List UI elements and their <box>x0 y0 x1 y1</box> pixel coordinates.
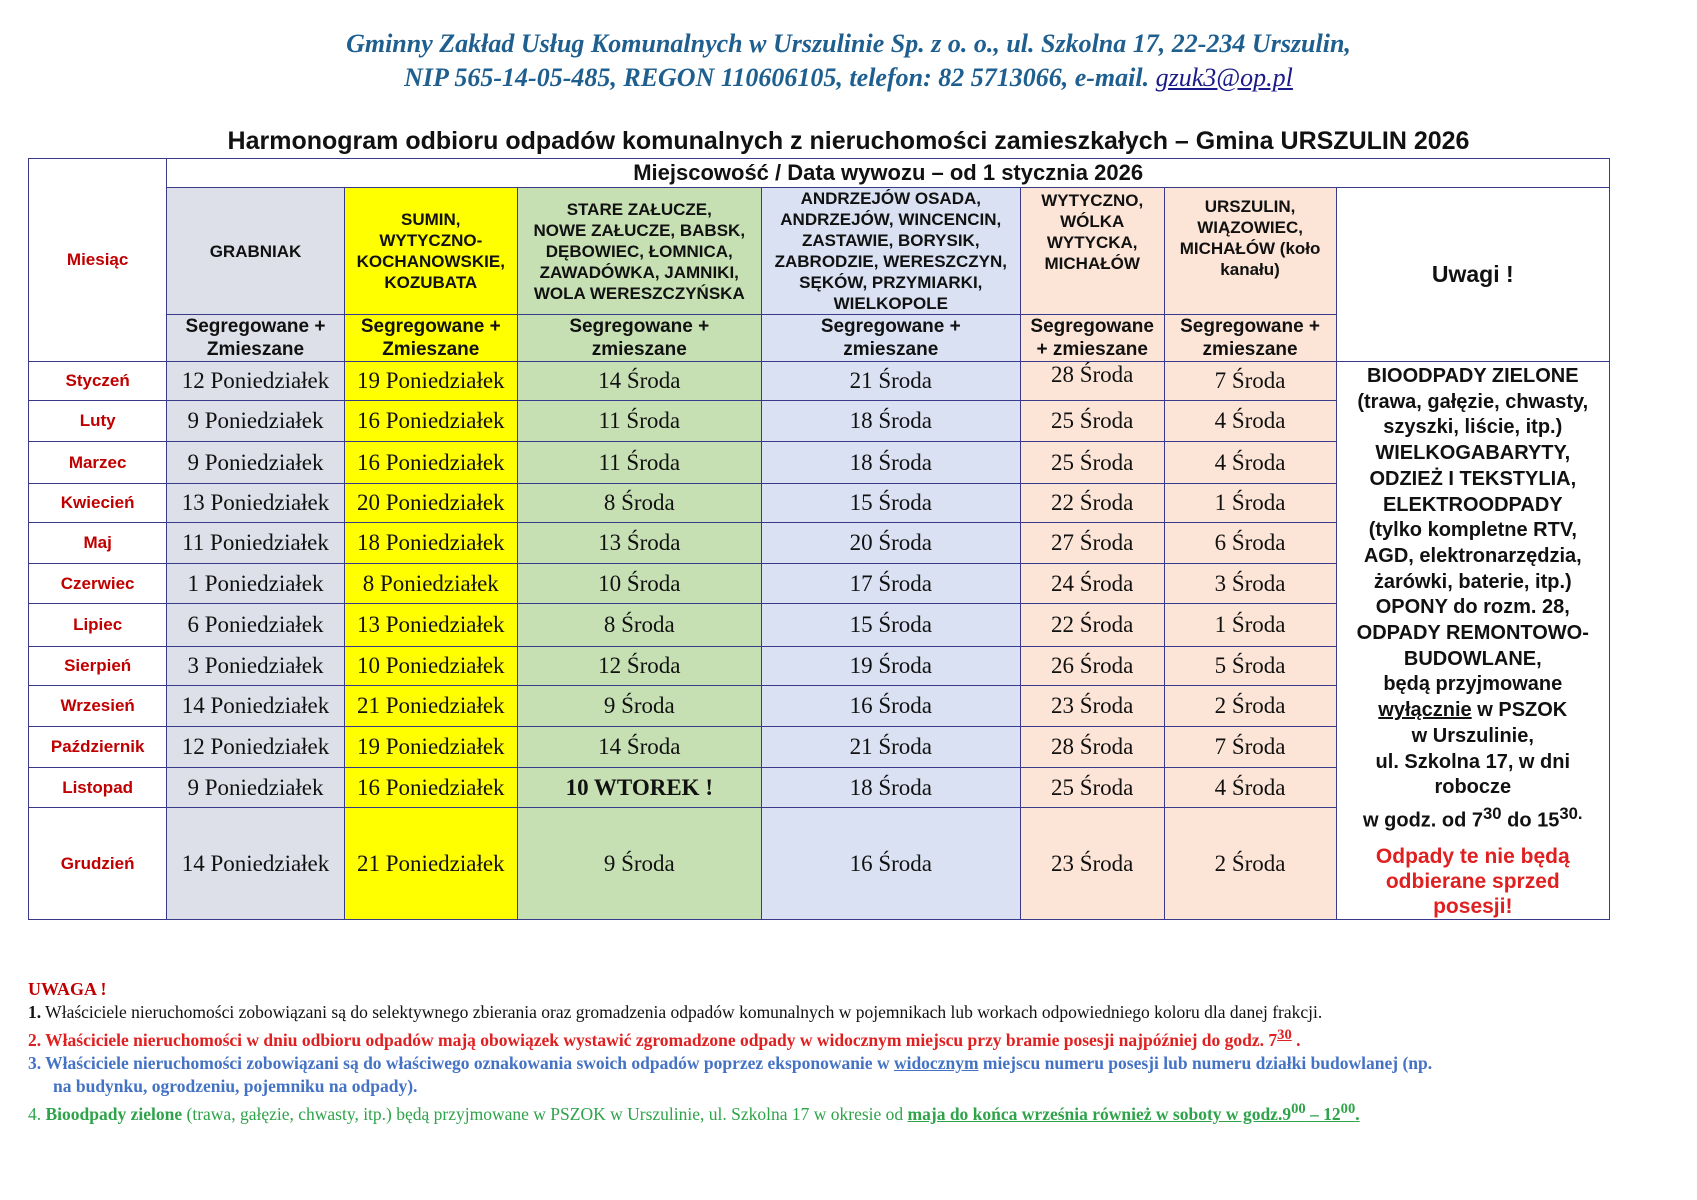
date-cell: 9 Środa <box>517 686 761 727</box>
date-cell: 13 Poniedziałek <box>167 484 344 523</box>
footer-note-3 <box>28 1052 1678 1075</box>
date-cell: 10 Środa <box>517 564 761 604</box>
location-line: WOLA WERESZCZYŃSKA <box>533 283 745 303</box>
notes-line: (trawa, gałęzie, chwasty, <box>1357 390 1589 413</box>
date-cell: 14 Poniedziałek <box>167 808 344 920</box>
month-label: Październik <box>29 727 167 768</box>
date-cell: 16 Środa <box>761 808 1020 920</box>
date-cell: 18 Środa <box>761 442 1020 484</box>
date-cell-exception: 10 WTOREK ! <box>517 768 761 808</box>
month-label: Kwiecień <box>29 484 167 523</box>
month-label: Lipiec <box>29 604 167 647</box>
date-cell: 22 Środa <box>1020 604 1164 647</box>
hours-sup: 30 <box>1483 803 1502 823</box>
date-cell: 2 Środa <box>1164 808 1336 920</box>
month-label: Grudzień <box>29 808 167 920</box>
location-line: KOZUBATA <box>384 273 478 292</box>
notes-line: WIELKOGABARYTY, <box>1375 442 1571 465</box>
date-cell: 14 Poniedziałek <box>167 686 344 727</box>
date-cell: 21 Poniedziałek <box>344 808 517 920</box>
date-cell: 21 Poniedziałek <box>344 686 517 727</box>
date-cell: 6 Poniedziałek <box>167 604 344 647</box>
date-cell: 16 Poniedziałek <box>344 768 517 808</box>
month-label: Marzec <box>29 442 167 484</box>
notes-line: ODZIEŻ I TEKSTYLIA, <box>1369 467 1577 490</box>
location-line: URSZULIN, <box>1204 197 1296 216</box>
location-line: WIĄZOWIEC, <box>1197 218 1303 237</box>
date-cell: 12 Poniedziałek <box>167 727 344 768</box>
notes-line: (tylko kompletne RTV, <box>1368 519 1577 542</box>
notes-line: szyszki, liście, itp.) <box>1383 416 1563 439</box>
notes-line: OPONY do rozm. 28, <box>1375 596 1570 619</box>
waste-type-header <box>344 315 517 362</box>
notes-text <box>1337 364 1609 834</box>
date-cell: 18 Środa <box>761 401 1020 442</box>
locations-row <box>29 188 1610 315</box>
notes-line: BIOODPADY ZIELONE <box>1367 365 1579 387</box>
note-sup: 00 <box>1291 1100 1306 1117</box>
waste-type-header <box>167 315 344 362</box>
note-text: 3. Właściciele nieruchomości zobowiązani są do właściwego oznakowania swoich odpadów poprzez eksponowanie w <box>28 1052 894 1073</box>
date-cell: 8 Środa <box>517 604 761 647</box>
date-cell: 13 Środa <box>517 523 761 564</box>
date-cell: 23 Środa <box>1020 808 1164 920</box>
date-cell: 20 Środa <box>761 523 1020 564</box>
note-text: (trawa, gałęzie, chwasty, itp.) będą przyjmowane w PSZOK w Urszulinie, ul. Szkolna 17 w okresie od <box>182 1103 908 1124</box>
location-line: KOCHANOWSKIE, <box>356 252 505 271</box>
email-link[interactable]: gzuk3@op.pl <box>1155 63 1293 92</box>
waste-type-line: Segregowane <box>1030 316 1154 337</box>
date-cell: 27 Środa <box>1020 523 1164 564</box>
date-cell: 9 Poniedziałek <box>167 442 344 484</box>
location-header <box>517 188 761 315</box>
note-sup: 30 <box>1277 1027 1292 1043</box>
waste-type-line: Zmieszane <box>206 339 305 360</box>
notes-line: robocze <box>1434 776 1512 799</box>
waste-type-line: Zmieszane <box>382 339 480 360</box>
notes-line: BUDOWLANE, <box>1403 647 1542 670</box>
date-cell: 8 Środa <box>517 484 761 523</box>
month-label: Czerwiec <box>29 564 167 604</box>
date-cell: 25 Środa <box>1020 768 1164 808</box>
month-label: Listopad <box>29 768 167 808</box>
location-line: MICHAŁÓW (koło <box>1179 239 1321 258</box>
footer-note-3-cont: na budynku, ogrodzeniu, pojemniku na odpady). <box>53 1075 418 1096</box>
date-cell: 16 Poniedziałek <box>344 401 517 442</box>
notes-line: w Urszulinie, <box>1411 724 1534 747</box>
date-cell: 18 Poniedziałek <box>344 523 517 564</box>
date-cell: 18 Środa <box>761 768 1020 808</box>
note-underlined-text: maja do końca września również w soboty w godz.9 <box>907 1103 1292 1124</box>
date-cell: 12 Środa <box>517 647 761 686</box>
notes-line: ODPADY REMONTOWO- <box>1356 622 1589 645</box>
date-cell: 25 Środa <box>1020 442 1164 484</box>
location-line: ZASTAWIE, BORYSIK, <box>802 231 980 250</box>
location-line: WIELKOPOLE <box>833 294 948 313</box>
notes-line: AGD, elektronarzędzia, <box>1363 544 1582 567</box>
waste-type-line: zmieszane <box>1202 339 1298 360</box>
date-cell: 5 Środa <box>1164 647 1336 686</box>
date-cell: 14 Środa <box>517 362 761 401</box>
notes-line: będą przyjmowane <box>1383 673 1563 696</box>
location-line: WYTYCKA, <box>1046 233 1138 252</box>
hours-prefix: w godz. od 7 <box>1363 809 1484 832</box>
date-cell: 9 Poniedziałek <box>167 768 344 808</box>
date-cell: 24 Środa <box>1020 564 1164 604</box>
location-line: WYTYCZNO- <box>379 231 483 250</box>
warning-line: Odpady te nie będą <box>1375 845 1570 869</box>
note-dash: – 12 <box>1305 1103 1341 1124</box>
date-cell: 8 Poniedziałek <box>344 564 517 604</box>
date-cell: 13 Poniedziałek <box>344 604 517 647</box>
date-cell: 4 Środa <box>1164 442 1336 484</box>
location-line: NOWE ZAŁUCZE, BABSK, <box>533 220 746 240</box>
date-cell: 1 Środa <box>1164 604 1336 647</box>
location-line: GRABNIAK <box>209 241 302 261</box>
location-line: STARE ZAŁUCZE, <box>566 199 712 219</box>
location-line: kanału) <box>1220 260 1280 279</box>
date-cell: 16 Poniedziałek <box>344 442 517 484</box>
notes-header: Uwagi ! <box>1336 188 1609 362</box>
waste-type-header <box>517 315 761 362</box>
note-underlined <box>907 1100 1360 1124</box>
date-cell: 14 Środa <box>517 727 761 768</box>
company-header-line1: Gminny Zakład Usług Komunalnych w Urszulinie Sp. z o. o., ul. Szkolna 17, 22-234 Urszulin, <box>346 29 1351 58</box>
date-cell: 15 Środa <box>761 484 1020 523</box>
date-cell: 28 Środa <box>1020 727 1164 768</box>
date-cell: 17 Środa <box>761 564 1020 604</box>
company-header-line2 <box>0 63 1697 93</box>
waste-type-line: Segregowane + <box>185 316 326 337</box>
exclusive-rest: w PSZOK <box>1471 699 1568 722</box>
date-cell: 11 Poniedziałek <box>167 523 344 564</box>
location-header <box>761 188 1020 315</box>
note-bold: Bioodpady zielone <box>45 1103 183 1124</box>
date-cell: 10 Poniedziałek <box>344 647 517 686</box>
location-line: WÓLKA <box>1060 212 1125 231</box>
footer-note-1 <box>28 1001 1678 1024</box>
footer-title: UWAGA ! <box>28 979 107 999</box>
location-line: WYTYCZNO, <box>1041 191 1144 210</box>
schedule-title: Harmonogram odbioru odpadów komunalnych z nieruchomości zamieszkałych – Gmina URSZULIN 2026 <box>227 127 1470 155</box>
date-cell: 7 Środa <box>1164 362 1336 401</box>
date-cell: 21 Środa <box>761 727 1020 768</box>
waste-type-header <box>1164 315 1336 362</box>
waste-type-line: Segregowane + <box>1180 316 1321 337</box>
date-cell: 19 Poniedziałek <box>344 362 517 401</box>
date-cell: 4 Środa <box>1164 768 1336 808</box>
location-line: SĘKÓW, PRZYMIARKI, <box>799 273 983 292</box>
company-contact: NIP 565-14-05-485, REGON 110606105, telefon: 82 5713066, e-mail. <box>404 63 1156 92</box>
date-cell: 6 Środa <box>1164 523 1336 564</box>
schedule-table <box>28 158 1610 920</box>
date-cell: 21 Środa <box>761 362 1020 401</box>
location-header <box>1020 188 1164 315</box>
waste-type-header <box>761 315 1020 362</box>
location-header <box>344 188 517 315</box>
notes-line: żarówki, baterie, itp.) <box>1373 570 1572 593</box>
waste-type-line: zmieszane <box>843 339 939 360</box>
date-cell: 3 Poniedziałek <box>167 647 344 686</box>
date-cell: 22 Środa <box>1020 484 1164 523</box>
date-cell: 1 Poniedziałek <box>167 564 344 604</box>
date-cell: 1 Środa <box>1164 484 1336 523</box>
notes-warning <box>1337 844 1609 919</box>
date-cell: 16 Środa <box>761 686 1020 727</box>
note-sup: 00 <box>1340 1100 1356 1117</box>
date-cell: 15 Środa <box>761 604 1020 647</box>
date-cell: 25 Środa <box>1020 401 1164 442</box>
location-date-header: Miejscowość / Data wywozu – od 1 stycznia 2026 <box>167 159 1610 188</box>
waste-type-header <box>1020 315 1164 362</box>
note-text: Właściciele nieruchomości zobowiązani są do selektywnego zbierania oraz gromadzenia odpadów komunalnych w pojemnikach lub workach odpowiedniego koloru dla danej frakcji. <box>41 1002 1323 1022</box>
date-cell: 2 Środa <box>1164 686 1336 727</box>
table-row <box>29 362 1610 401</box>
date-cell: 28 Środa <box>1020 362 1164 401</box>
warning-line: odbierane sprzed <box>1385 870 1560 894</box>
notes-hours <box>1337 801 1609 834</box>
month-label: Sierpień <box>29 647 167 686</box>
exclusive-word: wyłącznie <box>1378 699 1472 722</box>
location-line: MICHAŁÓW <box>1044 254 1140 273</box>
notes-line <box>1337 698 1609 724</box>
month-column-header: Miesiąc <box>29 159 167 362</box>
date-cell: 23 Środa <box>1020 686 1164 727</box>
month-label: Luty <box>29 401 167 442</box>
note-end: . <box>1355 1103 1360 1124</box>
date-cell: 11 Środa <box>517 401 761 442</box>
date-cell: 9 Poniedziałek <box>167 401 344 442</box>
footer-notes <box>28 978 1678 1126</box>
location-header <box>167 188 344 315</box>
date-cell: 19 Poniedziałek <box>344 727 517 768</box>
note-underlined: widocznym <box>893 1052 979 1073</box>
location-header <box>1164 188 1336 315</box>
waste-type-line: Segregowane + <box>820 316 961 337</box>
date-cell: 19 Środa <box>761 647 1020 686</box>
date-cell: 9 Środa <box>517 808 761 920</box>
waste-type-line: + zmieszane <box>1036 339 1148 360</box>
date-cell: 4 Środa <box>1164 401 1336 442</box>
location-line: SUMIN, <box>401 210 461 229</box>
waste-type-line: Segregowane + <box>569 316 710 337</box>
location-line: ANDRZEJÓW, WINCENCIN, <box>780 210 1002 229</box>
note-text: miejscu numeru posesji lub numeru działki budowlanej (np. <box>978 1052 1433 1073</box>
footer-note-2 <box>28 1024 1678 1052</box>
note-end: . <box>1291 1029 1301 1050</box>
location-line: ZABRODZIE, WERESZCZYN, <box>774 252 1007 271</box>
note-number: 4. <box>28 1103 46 1124</box>
hours-sup: 30. <box>1559 803 1583 823</box>
note-number: 1. <box>28 1002 42 1022</box>
waste-type-line: Segregowane + <box>360 316 501 337</box>
date-cell: 7 Środa <box>1164 727 1336 768</box>
location-line: DĘBOWIEC, ŁOMNICA, <box>545 241 733 261</box>
notes-line: ul. Szkolna 17, w dni <box>1375 750 1571 773</box>
hours-mid: do 15 <box>1501 809 1560 832</box>
date-cell: 20 Poniedziałek <box>344 484 517 523</box>
date-cell: 11 Środa <box>517 442 761 484</box>
month-label: Wrzesień <box>29 686 167 727</box>
location-line: ANDRZEJÓW OSADA, <box>800 189 981 208</box>
warning-line: posesji! <box>1433 895 1513 919</box>
footer-note-4 <box>28 1098 1678 1126</box>
month-label: Styczeń <box>29 362 167 401</box>
notes-line: ELEKTROODPADY <box>1382 493 1563 516</box>
date-cell: 12 Poniedziałek <box>167 362 344 401</box>
waste-type-line: zmieszane <box>591 339 687 360</box>
date-cell: 3 Środa <box>1164 564 1336 604</box>
notes-cell <box>1336 362 1609 920</box>
date-cell: 26 Środa <box>1020 647 1164 686</box>
location-line: ZAWADÓWKA, JAMNIKI, <box>539 262 739 282</box>
month-label: Maj <box>29 523 167 564</box>
note-text: 2. Właściciele nieruchomości w dniu odbioru odpadów mają obowiązek wystawić zgromadzone odpady w widocznym miejscu przy bramie posesji najpóźniej do godz. 7 <box>28 1029 1278 1050</box>
